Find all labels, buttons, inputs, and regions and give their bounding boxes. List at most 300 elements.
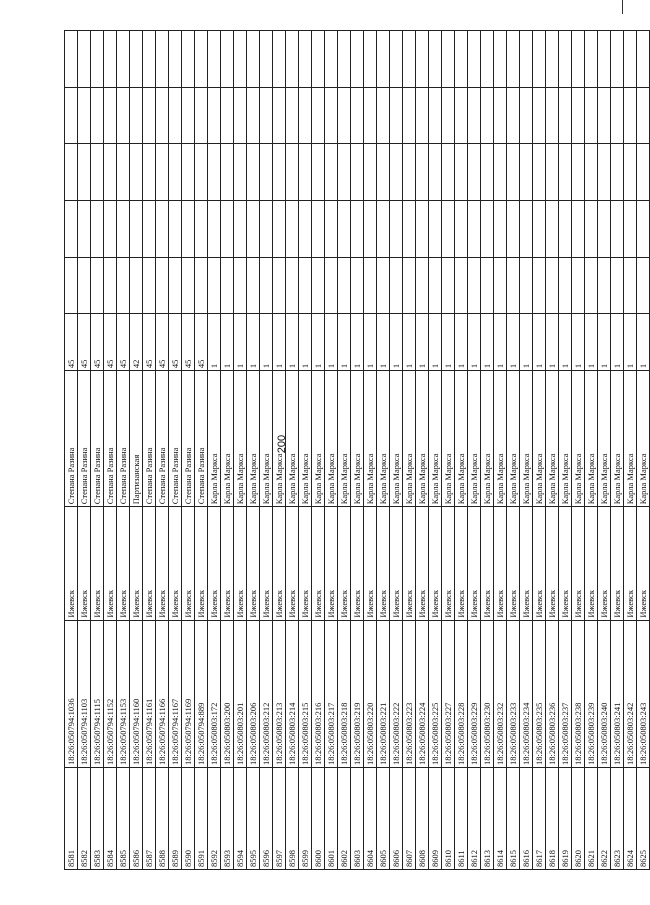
empty-cell — [403, 31, 416, 88]
empty-cell — [338, 87, 351, 144]
house-number-cell: 1 — [611, 314, 624, 371]
empty-cell — [533, 201, 546, 258]
empty-cell — [325, 31, 338, 88]
city-cell: Ижевск — [390, 507, 403, 620]
cadastral-number-cell: 18:26:050803:229 — [468, 620, 481, 767]
empty-cell — [260, 87, 273, 144]
table-body — [65, 31, 650, 870]
cadastral-number-cell: 18:26:050794:1161 — [143, 620, 156, 767]
empty-cell — [416, 87, 429, 144]
empty-cell — [364, 31, 377, 88]
empty-cell — [91, 201, 104, 258]
street-cell: Карла Маркса — [403, 371, 416, 507]
empty-cell — [130, 144, 143, 201]
empty-cell — [78, 201, 91, 258]
row-number-cell: 8622 — [598, 767, 611, 869]
empty-cell — [65, 144, 78, 201]
street-cell: Степана Разина — [104, 371, 117, 507]
empty-cell — [481, 257, 494, 314]
empty-cell — [429, 87, 442, 144]
row-number-cell: 8584 — [104, 767, 117, 869]
row-number-cell: 8587 — [143, 767, 156, 869]
cadastral-number-cell: 18:26:050803:235 — [533, 620, 546, 767]
empty-cell — [481, 201, 494, 258]
empty-cell — [221, 144, 234, 201]
cadastral-number-cell: 18:26:050794:1036 — [65, 620, 78, 767]
empty-cell — [104, 87, 117, 144]
street-cell: Карла Маркса — [559, 371, 572, 507]
empty-cell — [572, 201, 585, 258]
city-cell: Ижевск — [247, 507, 260, 620]
empty-cell — [598, 87, 611, 144]
empty-cell — [455, 144, 468, 201]
empty-cell — [364, 87, 377, 144]
street-cell: Карла Маркса — [481, 371, 494, 507]
empty-cell — [273, 201, 286, 258]
cadastral-number-cell: 18:26:050803:233 — [507, 620, 520, 767]
row-number-cell: 8598 — [286, 767, 299, 869]
table-row — [182, 31, 195, 870]
table-row — [260, 31, 273, 870]
empty-cell — [637, 201, 650, 258]
empty-cell — [156, 87, 169, 144]
city-cell: Ижевск — [598, 507, 611, 620]
street-cell: Карла Маркса — [247, 371, 260, 507]
empty-cell — [247, 144, 260, 201]
empty-cell — [546, 31, 559, 88]
city-cell: Ижевск — [286, 507, 299, 620]
empty-cell — [65, 201, 78, 258]
street-cell: Карла Маркса — [611, 371, 624, 507]
empty-cell — [468, 31, 481, 88]
table-row — [65, 31, 78, 870]
row-number-cell: 8599 — [299, 767, 312, 869]
empty-cell — [637, 87, 650, 144]
table-row — [195, 31, 208, 870]
city-cell: Ижевск — [481, 507, 494, 620]
cadastral-number-cell: 18:26:050803:221 — [377, 620, 390, 767]
empty-cell — [91, 87, 104, 144]
empty-cell — [234, 31, 247, 88]
empty-cell — [520, 257, 533, 314]
empty-cell — [546, 87, 559, 144]
row-number-cell: 8589 — [169, 767, 182, 869]
table-row — [130, 31, 143, 870]
table-row — [546, 31, 559, 870]
empty-cell — [598, 144, 611, 201]
house-number-cell: 45 — [91, 314, 104, 371]
street-cell: Карла Маркса — [208, 371, 221, 507]
house-number-cell: 1 — [585, 314, 598, 371]
cadastral-number-cell: 18:26:050803:225 — [429, 620, 442, 767]
empty-cell — [611, 144, 624, 201]
house-number-cell: 1 — [468, 314, 481, 371]
empty-cell — [611, 31, 624, 88]
row-number-cell: 8610 — [442, 767, 455, 869]
empty-cell — [611, 257, 624, 314]
empty-cell — [624, 257, 637, 314]
empty-cell — [390, 31, 403, 88]
house-number-cell: 1 — [338, 314, 351, 371]
cadastral-number-cell: 18:26:050803:213 — [273, 620, 286, 767]
empty-cell — [468, 87, 481, 144]
house-number-cell: 45 — [156, 314, 169, 371]
row-number-cell: 8618 — [546, 767, 559, 869]
cadastral-number-cell: 18:26:050803:223 — [403, 620, 416, 767]
empty-cell — [390, 144, 403, 201]
empty-cell — [299, 201, 312, 258]
empty-cell — [624, 87, 637, 144]
city-cell: Ижевск — [91, 507, 104, 620]
empty-cell — [273, 257, 286, 314]
cadastral-number-cell: 18:26:050794:1160 — [130, 620, 143, 767]
house-number-cell: 1 — [559, 314, 572, 371]
city-cell: Ижевск — [611, 507, 624, 620]
empty-cell — [546, 257, 559, 314]
city-cell: Ижевск — [169, 507, 182, 620]
empty-cell — [572, 144, 585, 201]
city-cell: Ижевск — [195, 507, 208, 620]
empty-cell — [390, 87, 403, 144]
cadastral-number-cell: 18:26:050803:241 — [611, 620, 624, 767]
city-cell: Ижевск — [234, 507, 247, 620]
street-cell: Карла Маркса — [455, 371, 468, 507]
empty-cell — [351, 257, 364, 314]
empty-cell — [169, 144, 182, 201]
registry-table-rotated — [64, 30, 648, 870]
empty-cell — [377, 144, 390, 201]
empty-cell — [351, 144, 364, 201]
cadastral-number-cell: 18:26:050803:227 — [442, 620, 455, 767]
city-cell: Ижевск — [494, 507, 507, 620]
empty-cell — [429, 31, 442, 88]
empty-cell — [416, 144, 429, 201]
empty-cell — [104, 31, 117, 88]
empty-cell — [299, 257, 312, 314]
empty-cell — [208, 87, 221, 144]
street-cell: Карла Маркса — [312, 371, 325, 507]
empty-cell — [481, 87, 494, 144]
city-cell: Ижевск — [78, 507, 91, 620]
cadastral-number-cell: 18:26:050803:224 — [416, 620, 429, 767]
street-cell: Карла Маркса — [273, 371, 286, 507]
empty-cell — [455, 87, 468, 144]
cadastral-number-cell: 18:26:050803:240 — [598, 620, 611, 767]
row-number-cell: 8586 — [130, 767, 143, 869]
empty-cell — [637, 257, 650, 314]
row-number-cell: 8620 — [572, 767, 585, 869]
empty-cell — [312, 144, 325, 201]
empty-cell — [299, 144, 312, 201]
street-cell: Карла Маркса — [468, 371, 481, 507]
cadastral-number-cell: 18:26:050803:218 — [338, 620, 351, 767]
table-row — [286, 31, 299, 870]
empty-cell — [403, 257, 416, 314]
empty-cell — [364, 144, 377, 201]
empty-cell — [325, 144, 338, 201]
street-cell: Карла Маркса — [520, 371, 533, 507]
street-cell: Карла Маркса — [494, 371, 507, 507]
house-number-cell: 1 — [533, 314, 546, 371]
table-row — [637, 31, 650, 870]
cadastral-number-cell: 18:26:050794:1115 — [91, 620, 104, 767]
empty-cell — [91, 31, 104, 88]
empty-cell — [637, 144, 650, 201]
house-number-cell: 1 — [624, 314, 637, 371]
cadastral-number-cell: 18:26:050803:212 — [260, 620, 273, 767]
empty-cell — [130, 31, 143, 88]
empty-cell — [403, 144, 416, 201]
empty-cell — [195, 144, 208, 201]
row-number-cell: 8602 — [338, 767, 351, 869]
empty-cell — [442, 31, 455, 88]
empty-cell — [364, 257, 377, 314]
street-cell: Карла Маркса — [598, 371, 611, 507]
city-cell: Ижевск — [221, 507, 234, 620]
empty-cell — [494, 257, 507, 314]
empty-cell — [585, 31, 598, 88]
empty-cell — [156, 201, 169, 258]
empty-cell — [546, 201, 559, 258]
empty-cell — [494, 87, 507, 144]
empty-cell — [572, 87, 585, 144]
street-cell: Карла Маркса — [260, 371, 273, 507]
row-number-cell: 8608 — [416, 767, 429, 869]
empty-cell — [338, 257, 351, 314]
house-number-cell: 1 — [286, 314, 299, 371]
empty-cell — [117, 144, 130, 201]
city-cell: Ижевск — [273, 507, 286, 620]
empty-cell — [195, 201, 208, 258]
table-row — [611, 31, 624, 870]
cadastral-number-cell: 18:26:050794:1152 — [104, 620, 117, 767]
row-number-cell: 8582 — [78, 767, 91, 869]
empty-cell — [312, 31, 325, 88]
empty-cell — [247, 201, 260, 258]
empty-cell — [585, 144, 598, 201]
empty-cell — [78, 31, 91, 88]
row-number-cell: 8588 — [156, 767, 169, 869]
empty-cell — [598, 31, 611, 88]
cadastral-number-cell: 18:26:050803:237 — [559, 620, 572, 767]
empty-cell — [494, 31, 507, 88]
house-number-cell: 45 — [65, 314, 78, 371]
table-row — [351, 31, 364, 870]
row-number-cell: 8609 — [429, 767, 442, 869]
table-row — [533, 31, 546, 870]
table-row — [572, 31, 585, 870]
city-cell: Ижевск — [182, 507, 195, 620]
row-number-cell: 8612 — [468, 767, 481, 869]
empty-cell — [182, 31, 195, 88]
empty-cell — [169, 31, 182, 88]
city-cell: Ижевск — [130, 507, 143, 620]
city-cell: Ижевск — [520, 507, 533, 620]
empty-cell — [624, 201, 637, 258]
empty-cell — [299, 87, 312, 144]
table-row — [416, 31, 429, 870]
house-number-cell: 1 — [273, 314, 286, 371]
house-number-cell: 45 — [78, 314, 91, 371]
city-cell: Ижевск — [624, 507, 637, 620]
city-cell: Ижевск — [442, 507, 455, 620]
street-cell: Степана Разина — [91, 371, 104, 507]
empty-cell — [325, 87, 338, 144]
empty-cell — [559, 201, 572, 258]
empty-cell — [611, 87, 624, 144]
empty-cell — [533, 87, 546, 144]
house-number-cell: 1 — [247, 314, 260, 371]
street-cell: Карла Маркса — [338, 371, 351, 507]
cadastral-number-cell: 18:26:050803:238 — [572, 620, 585, 767]
empty-cell — [65, 87, 78, 144]
empty-cell — [624, 31, 637, 88]
street-cell: Степана Разина — [195, 371, 208, 507]
street-cell: Карла Маркса — [351, 371, 364, 507]
empty-cell — [533, 257, 546, 314]
empty-cell — [299, 31, 312, 88]
row-number-cell: 8596 — [260, 767, 273, 869]
empty-cell — [598, 257, 611, 314]
empty-cell — [247, 257, 260, 314]
house-number-cell: 1 — [221, 314, 234, 371]
house-number-cell: 45 — [195, 314, 208, 371]
cadastral-number-cell: 18:26:050803:219 — [351, 620, 364, 767]
empty-cell — [429, 201, 442, 258]
city-cell: Ижевск — [507, 507, 520, 620]
empty-cell — [130, 87, 143, 144]
table-row — [442, 31, 455, 870]
table-row — [299, 31, 312, 870]
empty-cell — [351, 31, 364, 88]
empty-cell — [416, 257, 429, 314]
table-row — [338, 31, 351, 870]
cadastral-number-cell: 18:26:050794:1169 — [182, 620, 195, 767]
table-row — [325, 31, 338, 870]
city-cell: Ижевск — [117, 507, 130, 620]
house-number-cell: 1 — [481, 314, 494, 371]
house-number-cell: 1 — [377, 314, 390, 371]
city-cell: Ижевск — [65, 507, 78, 620]
empty-cell — [494, 201, 507, 258]
empty-cell — [585, 201, 598, 258]
empty-cell — [520, 144, 533, 201]
empty-cell — [507, 87, 520, 144]
empty-cell — [585, 87, 598, 144]
empty-cell — [416, 31, 429, 88]
empty-cell — [156, 144, 169, 201]
empty-cell — [234, 257, 247, 314]
row-number-cell: 8600 — [312, 767, 325, 869]
row-number-cell: 8590 — [182, 767, 195, 869]
empty-cell — [468, 257, 481, 314]
city-cell: Ижевск — [546, 507, 559, 620]
street-cell: Карла Маркса — [585, 371, 598, 507]
house-number-cell: 45 — [182, 314, 195, 371]
table-row — [520, 31, 533, 870]
table-row — [221, 31, 234, 870]
row-number-cell: 8604 — [364, 767, 377, 869]
empty-cell — [507, 257, 520, 314]
city-cell: Ижевск — [533, 507, 546, 620]
empty-cell — [520, 201, 533, 258]
city-cell: Ижевск — [260, 507, 273, 620]
street-cell: Карла Маркса — [325, 371, 338, 507]
cadastral-number-cell: 18:26:050803:230 — [481, 620, 494, 767]
empty-cell — [195, 31, 208, 88]
city-cell: Ижевск — [455, 507, 468, 620]
empty-cell — [572, 257, 585, 314]
empty-cell — [520, 87, 533, 144]
scan-edge-mark — [622, 0, 623, 14]
street-cell: Степана Разина — [156, 371, 169, 507]
city-cell: Ижевск — [143, 507, 156, 620]
table-row — [390, 31, 403, 870]
row-number-cell: 8615 — [507, 767, 520, 869]
empty-cell — [91, 144, 104, 201]
table-row — [494, 31, 507, 870]
table-row — [312, 31, 325, 870]
cadastral-number-cell: 18:26:050794:1166 — [156, 620, 169, 767]
house-number-cell: 1 — [312, 314, 325, 371]
street-cell: Карла Маркса — [546, 371, 559, 507]
house-number-cell: 1 — [364, 314, 377, 371]
empty-cell — [624, 144, 637, 201]
empty-cell — [468, 201, 481, 258]
empty-cell — [572, 31, 585, 88]
empty-cell — [390, 201, 403, 258]
empty-cell — [507, 31, 520, 88]
table-row — [559, 31, 572, 870]
cadastral-number-cell: 18:26:050803:242 — [624, 620, 637, 767]
table-row — [468, 31, 481, 870]
city-cell: Ижевск — [325, 507, 338, 620]
street-cell: Карла Маркса — [572, 371, 585, 507]
registry-table — [64, 30, 650, 870]
table-row — [598, 31, 611, 870]
cadastral-number-cell: 18:26:050803:220 — [364, 620, 377, 767]
street-cell: Карла Маркса — [429, 371, 442, 507]
city-cell: Ижевск — [364, 507, 377, 620]
table-row — [156, 31, 169, 870]
empty-cell — [286, 144, 299, 201]
empty-cell — [416, 201, 429, 258]
house-number-cell: 1 — [572, 314, 585, 371]
empty-cell — [208, 144, 221, 201]
house-number-cell: 1 — [507, 314, 520, 371]
empty-cell — [481, 31, 494, 88]
street-cell: Карла Маркса — [234, 371, 247, 507]
empty-cell — [169, 87, 182, 144]
row-number-cell: 8624 — [624, 767, 637, 869]
empty-cell — [117, 257, 130, 314]
house-number-cell: 1 — [520, 314, 533, 371]
city-cell: Ижевск — [338, 507, 351, 620]
cadastral-number-cell: 18:26:050803:222 — [390, 620, 403, 767]
table-row — [403, 31, 416, 870]
empty-cell — [117, 201, 130, 258]
empty-cell — [208, 31, 221, 88]
empty-cell — [247, 87, 260, 144]
empty-cell — [442, 144, 455, 201]
cadastral-number-cell: 18:26:050794:1153 — [117, 620, 130, 767]
street-cell: Карла Маркса — [637, 371, 650, 507]
empty-cell — [351, 201, 364, 258]
empty-cell — [221, 31, 234, 88]
empty-cell — [429, 144, 442, 201]
empty-cell — [195, 87, 208, 144]
empty-cell — [455, 201, 468, 258]
